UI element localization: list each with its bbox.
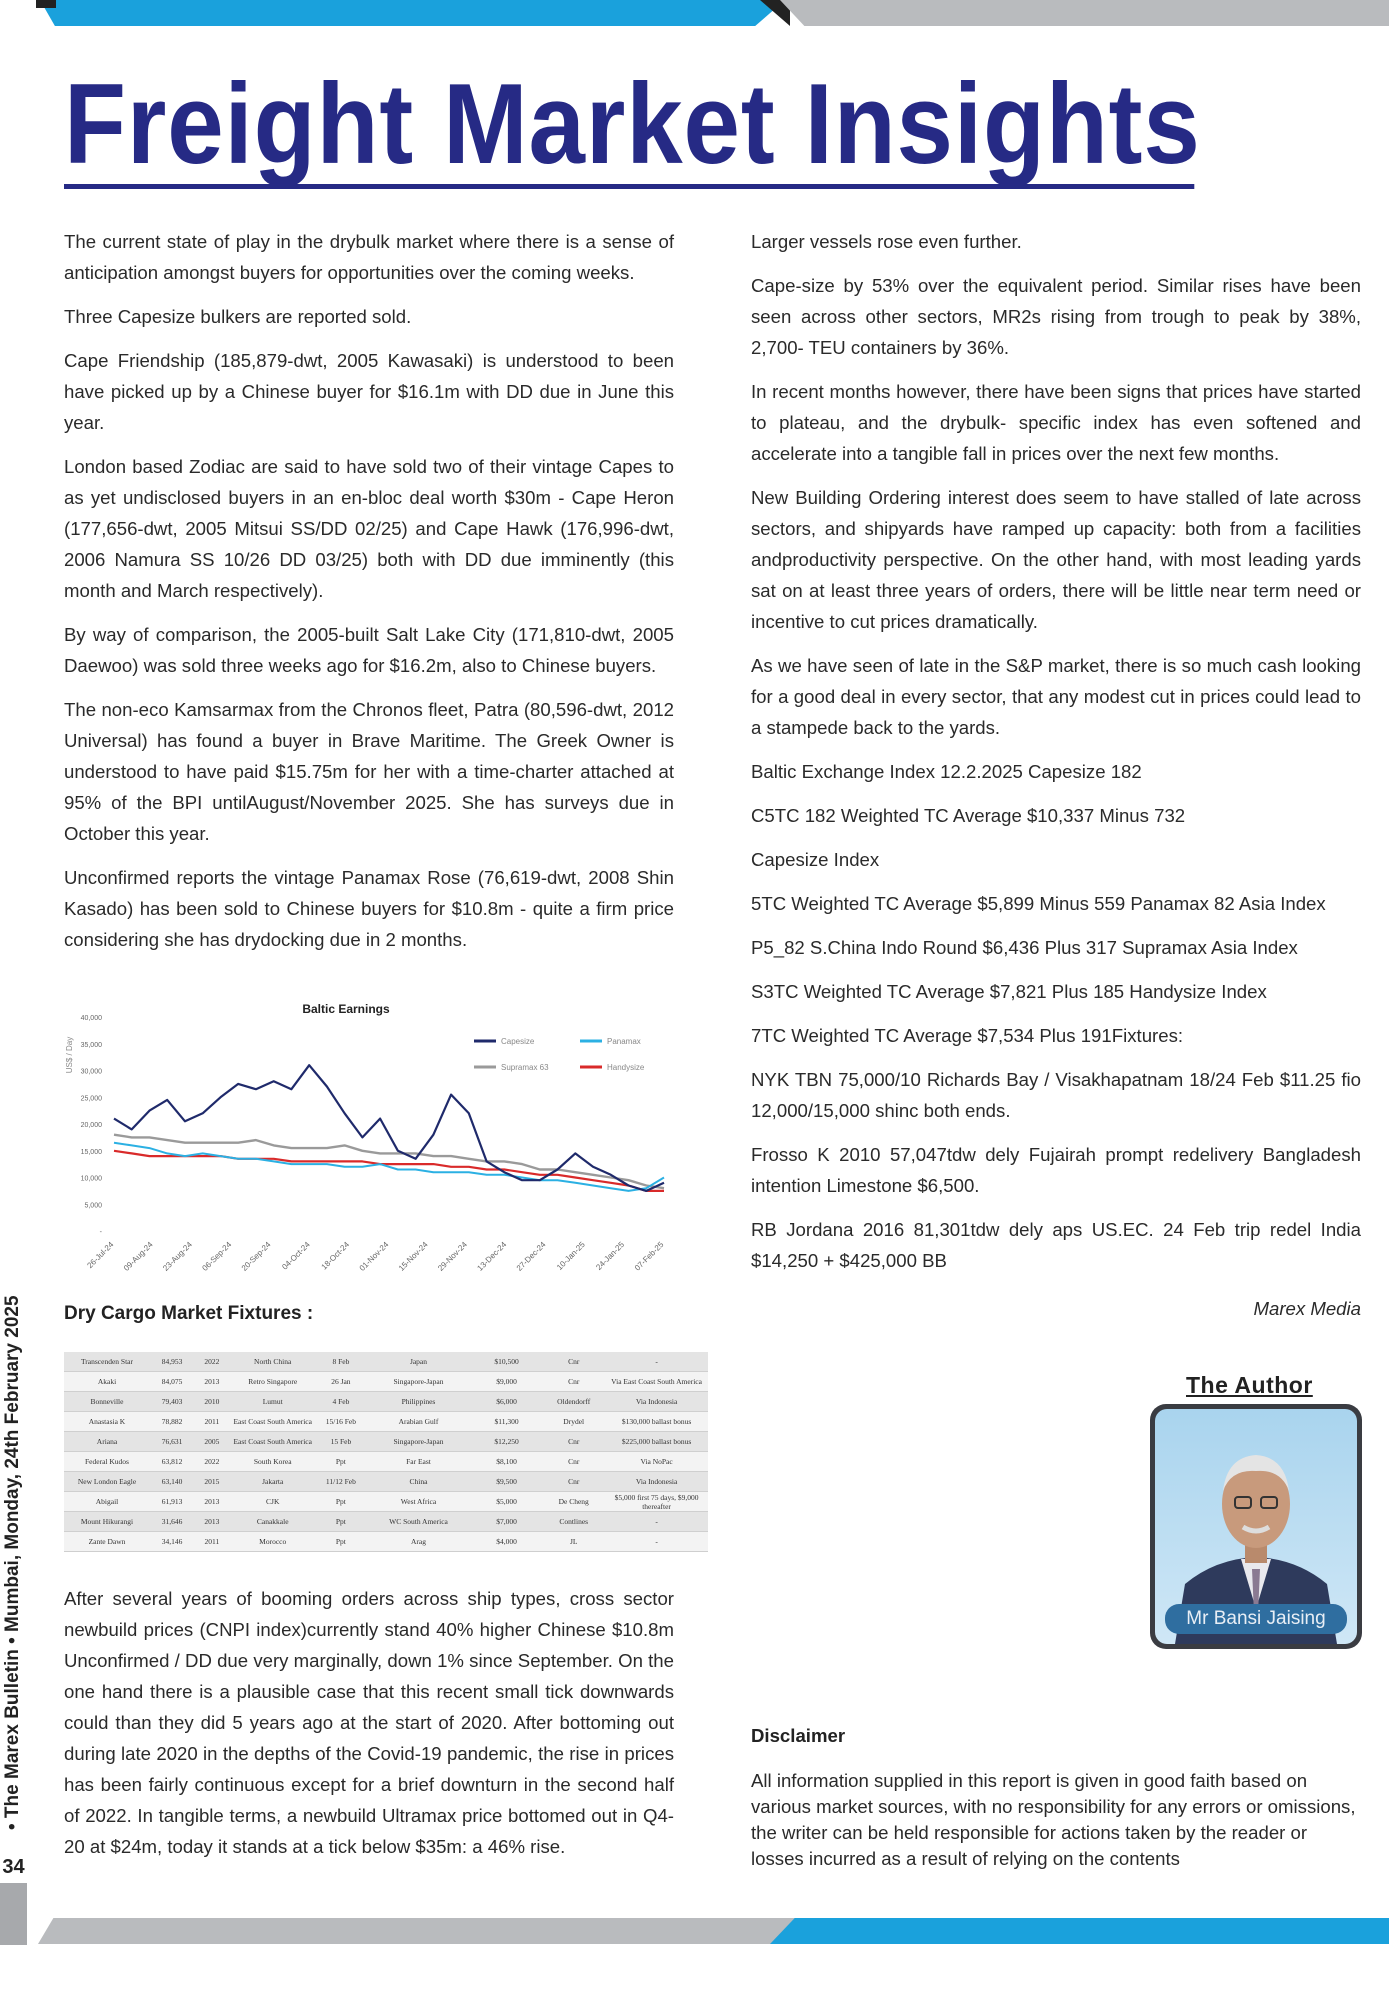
table-cell: Far East bbox=[366, 1452, 471, 1472]
table-row bbox=[64, 1452, 708, 1472]
chart-series-line-panamax bbox=[114, 1143, 664, 1191]
page-title: Freight Market Insights bbox=[64, 61, 1201, 188]
table-cell: $9,500 bbox=[471, 1472, 542, 1492]
paragraph: Unconfirmed reports the vintage Panamax Rose (76,619-dwt, 2008 Shin Kasado) has been sold to Chinese buyers for $10.8m - quite a firm price considering she has drydocking due in 2 months. bbox=[64, 867, 674, 950]
table-row bbox=[64, 1432, 708, 1452]
chart-series-line-supramax-63 bbox=[114, 1135, 664, 1189]
paragraph: In recent months however, there have been signs that prices have started to plateau, and the drybulk- specific index has even softened and accelerate into a tangible fall in prices over the next few months. bbox=[751, 381, 1361, 464]
table-cell: Morocco bbox=[230, 1532, 316, 1552]
sidebar-publication-line: • The Marex Bulletin • Mumbai, Monday, 24th February 2025 bbox=[2, 1295, 23, 1830]
chart-y-tick-label: 25,000 bbox=[80, 1095, 102, 1103]
table-cell: 78,882 bbox=[150, 1412, 194, 1432]
table-cell: WC South America bbox=[366, 1512, 471, 1532]
table-row bbox=[64, 1532, 708, 1552]
table-cell: 84,953 bbox=[150, 1352, 194, 1372]
table-cell: Arabian Gulf bbox=[366, 1412, 471, 1432]
chart-title: Baltic Earnings bbox=[302, 1002, 390, 1016]
table-cell: Federal Kudos bbox=[64, 1452, 150, 1472]
top-decor-bar-grey bbox=[780, 0, 1389, 26]
table-cell: $4,000 bbox=[471, 1532, 542, 1552]
paragraph: Capesize Index bbox=[751, 849, 880, 870]
chart-y-tick-label: 20,000 bbox=[80, 1122, 102, 1129]
baltic-earnings-chart bbox=[64, 995, 684, 1295]
table-cell: Via East Coast South America bbox=[605, 1372, 708, 1392]
bottom-decor-bar-blue bbox=[770, 1918, 1389, 1944]
chart-y-tick-label: 10,000 bbox=[80, 1175, 102, 1183]
chart-y-tick-label: 5,000 bbox=[84, 1202, 102, 1210]
table-cell: Singapore-Japan bbox=[366, 1432, 471, 1452]
paragraph: London based Zodiac are said to have sold two of their vintage Capes to as yet undisclosed buyers in an en-bloc deal worth $30m - Cape Heron (177,656-dwt, 2005 Mitsui SS/DD 02/25) and Cape Hawk (176,996-dwt, 2006 Namura SS 10/26 DD 03/25) both with DD due imminently (this month and March respectively). bbox=[64, 456, 674, 601]
table-cell: Via Indonesia bbox=[605, 1392, 708, 1412]
table-cell: Anastasia K bbox=[64, 1412, 150, 1432]
chart-x-tick-label: 01-Nov-24 bbox=[357, 1240, 391, 1273]
table-cell: Arag bbox=[366, 1532, 471, 1552]
signature: Marex Media bbox=[1253, 1298, 1361, 1319]
page-number: 34 bbox=[0, 1853, 27, 1881]
table-cell: Singapore-Japan bbox=[366, 1372, 471, 1392]
paragraph: 7TC Weighted TC Average $7,534 Plus 191Fixtures: bbox=[751, 1025, 1184, 1046]
chart-x-tick-label: 20-Sep-24 bbox=[239, 1240, 273, 1273]
paragraph: Frosso K 2010 57,047tdw dely Fujairah prompt redelivery Bangladesh intention Limestone $6,500. bbox=[751, 1144, 1361, 1196]
table-cell: $6,000 bbox=[471, 1392, 542, 1412]
table-cell: 2022 bbox=[194, 1352, 230, 1372]
fixtures-table bbox=[64, 1352, 708, 1552]
paragraph: As we have seen of late in the S&P market, there is so much cash looking for a good deal in every sector, that any modest cut in prices could lead to a stampede back to the yards. bbox=[751, 655, 1361, 738]
table-cell: 84,075 bbox=[150, 1372, 194, 1392]
table-cell: 2013 bbox=[194, 1512, 230, 1532]
table-cell: Bonneville bbox=[64, 1392, 150, 1412]
chart-svg bbox=[64, 995, 684, 1295]
table-cell: - bbox=[605, 1352, 708, 1372]
table-cell: Drydel bbox=[542, 1412, 605, 1432]
table-cell: New London Eagle bbox=[64, 1472, 150, 1492]
chart-y-tick-label: 40,000 bbox=[80, 1015, 102, 1022]
chart-legend-label: Capesize bbox=[501, 1037, 535, 1046]
table-cell: Ppt bbox=[316, 1452, 366, 1472]
table-cell: $130,000 ballast bonus bbox=[605, 1412, 708, 1432]
table-row bbox=[64, 1472, 708, 1492]
table-cell: Oldendorff bbox=[542, 1392, 605, 1412]
table-cell: Philippines bbox=[366, 1392, 471, 1412]
table-cell: Canakkale bbox=[230, 1512, 316, 1532]
paragraph: Three Capesize bulkers are reported sold. bbox=[64, 306, 412, 327]
author-photo bbox=[1155, 1409, 1357, 1644]
table-cell: - bbox=[605, 1512, 708, 1532]
top-decor-bar-blue bbox=[40, 0, 785, 26]
disclaimer-title: Disclaimer bbox=[751, 1725, 846, 1746]
table-row bbox=[64, 1372, 708, 1392]
table-cell: $7,000 bbox=[471, 1512, 542, 1532]
left-column-lower bbox=[64, 1583, 674, 1875]
table-cell: 2011 bbox=[194, 1532, 230, 1552]
table-cell: 79,403 bbox=[150, 1392, 194, 1412]
paragraph: Baltic Exchange Index 12.2.2025 Capesize 182 bbox=[751, 761, 1142, 782]
paragraph: By way of comparison, the 2005-built Salt Lake City (171,810-dwt, 2005 Daewoo) was sold three weeks ago for $16.2m, also to Chinese buyers. bbox=[64, 624, 674, 676]
table-cell: Ppt bbox=[316, 1492, 366, 1512]
sidebar-grey-strip bbox=[0, 1883, 27, 1945]
paragraph: 5TC Weighted TC Average $5,899 Minus 559 Panamax 82 Asia Index bbox=[751, 893, 1326, 914]
author-name: Mr Bansi Jaising bbox=[1165, 1604, 1347, 1634]
table-cell: Zante Dawn bbox=[64, 1532, 150, 1552]
table-cell: - bbox=[605, 1532, 708, 1552]
table-cell: CJK bbox=[230, 1492, 316, 1512]
chart-x-tick-label: 29-Nov-24 bbox=[436, 1240, 469, 1273]
chart-x-tick-label: 07-Feb-25 bbox=[632, 1240, 666, 1273]
paragraph: The non-eco Kamsarmax from the Chronos fleet, Patra (80,596-dwt, 2012 Universal) has found a buyer in Brave Maritime. The Greek Owner is understood to have paid $15.75m for her with a time-charter attached at 95% of the BPI untilAugust/November 2025. She has surveys due in October this year. bbox=[64, 699, 674, 844]
paragraph: Cape-size by 53% over the equivalent period. Similar rises have been seen across other sectors, MR2s rising from trough to peak by 38%, 2,700- TEU containers by 36%. bbox=[751, 275, 1361, 358]
table-cell: 15 Feb bbox=[316, 1432, 366, 1452]
table-cell: Cnr bbox=[542, 1452, 605, 1472]
chart-x-tick-label: 24-Jan-25 bbox=[594, 1240, 627, 1272]
table-cell: 2013 bbox=[194, 1492, 230, 1512]
top-decor-corner bbox=[36, 0, 56, 8]
chart-legend-label: Handysize bbox=[607, 1063, 645, 1072]
chart-x-tick-label: 15-Nov-24 bbox=[396, 1240, 430, 1273]
paragraph: New Building Ordering interest does seem to have stalled of late across sectors, and shipyards have ramped up capacity: both from a facilities andproductivity perspective. On the other hand, with most leading yards sat on at least three years of orders, there will be little near term need or incentive to cut prices dramatically. bbox=[751, 487, 1361, 632]
table-row bbox=[64, 1492, 708, 1512]
chart-x-tick-label: 10-Jan-25 bbox=[555, 1240, 587, 1272]
table-cell: $8,100 bbox=[471, 1452, 542, 1472]
table-cell: 61,913 bbox=[150, 1492, 194, 1512]
table-cell: Transcenden Star bbox=[64, 1352, 150, 1372]
chart-x-tick-label: 18-Oct-24 bbox=[319, 1240, 352, 1272]
table-cell: Via Indonesia bbox=[605, 1472, 708, 1492]
table-cell: 15/16 Feb bbox=[316, 1412, 366, 1432]
chart-x-tick-label: 04-Oct-24 bbox=[280, 1240, 312, 1272]
table-cell: East Coast South America bbox=[230, 1412, 316, 1432]
chart-y-tick-label: 35,000 bbox=[80, 1041, 102, 1049]
paragraph: P5_82 S.China Indo Round $6,436 Plus 317 Supramax Asia Index bbox=[751, 937, 1298, 958]
table-cell: $11,300 bbox=[471, 1412, 542, 1432]
table-cell: 2015 bbox=[194, 1472, 230, 1492]
table-cell: Japan bbox=[366, 1352, 471, 1372]
table-row bbox=[64, 1512, 708, 1532]
table-cell: Mount Hikurangi bbox=[64, 1512, 150, 1532]
table-cell: Cnr bbox=[542, 1432, 605, 1452]
chart-x-tick-label: 06-Sep-24 bbox=[200, 1240, 234, 1273]
table-cell: Contlines bbox=[542, 1512, 605, 1532]
table-cell: 63,812 bbox=[150, 1452, 194, 1472]
chart-x-tick-label: 09-Aug-24 bbox=[121, 1240, 155, 1273]
author-label: The Author bbox=[1186, 1372, 1313, 1398]
chart-y-tick-label: - bbox=[99, 1229, 102, 1236]
table-cell: Abigail bbox=[64, 1492, 150, 1512]
chart-legend-label: Panamax bbox=[607, 1037, 641, 1046]
table-cell: Via NoPac bbox=[605, 1452, 708, 1472]
paragraph: S3TC Weighted TC Average $7,821 Plus 185 Handysize Index bbox=[751, 981, 1267, 1002]
disclaimer-text: All information supplied in this report is given in good faith based on various market sources, with no responsibility for any errors or omissions, the writer can be held responsible for actions taken by the reader or losses incurred as a result of relying on the contents bbox=[751, 1770, 1356, 1869]
table-cell: JL bbox=[542, 1532, 605, 1552]
paragraph: C5TC 182 Weighted TC Average $10,337 Minus 732 bbox=[751, 805, 1186, 826]
table-cell: $9,000 bbox=[471, 1372, 542, 1392]
chart-x-tick-label: 26-Jul-24 bbox=[85, 1240, 116, 1271]
paragraph: NYK TBN 75,000/10 Richards Bay / Visakhapatnam 18/24 Feb $11.25 fio 12,000/15,000 shinc both ends. bbox=[751, 1069, 1361, 1121]
table-row bbox=[64, 1392, 708, 1412]
author-card bbox=[1150, 1404, 1362, 1649]
table-cell: $225,000 ballast bonus bbox=[605, 1432, 708, 1452]
table-cell: 2022 bbox=[194, 1452, 230, 1472]
table-cell: South Korea bbox=[230, 1452, 316, 1472]
table-cell: De Cheng bbox=[542, 1492, 605, 1512]
table-cell: Akaki bbox=[64, 1372, 150, 1392]
table-cell: East Coast South America bbox=[230, 1432, 316, 1452]
table-cell: 2010 bbox=[194, 1392, 230, 1412]
chart-legend-label: Supramax 63 bbox=[501, 1063, 549, 1072]
table-cell: $10,500 bbox=[471, 1352, 542, 1372]
table-cell: Retro Singapore bbox=[230, 1372, 316, 1392]
paragraph: The current state of play in the drybulk market where there is a sense of anticipation amongst buyers for opportunities over the coming weeks. bbox=[64, 231, 674, 283]
chart-y-tick-label: 15,000 bbox=[80, 1148, 102, 1156]
table-cell: 63,140 bbox=[150, 1472, 194, 1492]
table-cell: Jakarta bbox=[230, 1472, 316, 1492]
paragraph: Larger vessels rose even further. bbox=[751, 231, 1022, 252]
table-row bbox=[64, 1352, 708, 1372]
paragraph: RB Jordana 2016 81,301tdw dely aps US.EC. 24 Feb trip redel India $14,250 + $425,000 BB bbox=[751, 1219, 1361, 1271]
table-cell: 8 Feb bbox=[316, 1352, 366, 1372]
table-row bbox=[64, 1412, 708, 1432]
table-cell: 26 Jan bbox=[316, 1372, 366, 1392]
table-cell: 2011 bbox=[194, 1412, 230, 1432]
left-column bbox=[64, 226, 674, 968]
table-cell: China bbox=[366, 1472, 471, 1492]
table-cell: Ppt bbox=[316, 1512, 366, 1532]
table-cell: Ariana bbox=[64, 1432, 150, 1452]
fixtures-title: Dry Cargo Market Fixtures : bbox=[64, 1303, 314, 1324]
chart-x-tick-label: 23-Aug-24 bbox=[161, 1240, 194, 1273]
table-cell: $5,000 first 75 days, $9,000 thereafter bbox=[605, 1492, 708, 1512]
table-cell: Cnr bbox=[542, 1352, 605, 1372]
table-cell: Cnr bbox=[542, 1372, 605, 1392]
table-cell: Ppt bbox=[316, 1532, 366, 1552]
paragraph: Cape Friendship (185,879-dwt, 2005 Kawasaki) is understood to been have picked up by a Chinese buyer for $16.1m with DD due in June this year. bbox=[64, 350, 674, 433]
table-cell: 34,146 bbox=[150, 1532, 194, 1552]
chart-y-tick-label: 30,000 bbox=[80, 1068, 102, 1076]
table-cell: $12,250 bbox=[471, 1432, 542, 1452]
right-column bbox=[751, 226, 1361, 1289]
chart-x-tick-label: 27-Dec-24 bbox=[514, 1240, 548, 1273]
table-cell: North China bbox=[230, 1352, 316, 1372]
table-cell: 31,646 bbox=[150, 1512, 194, 1532]
table-cell: Cnr bbox=[542, 1472, 605, 1492]
paragraph: After several years of booming orders across ship types, cross sector newbuild prices (CNPI index)currently stand 40% higher Chinese $10.8m Unconfirmed / DD due very marginally, down 1% since September. On the one hand there is a plausible case that this recent small tick downwards could than they did 5 years ago at the start of 2020. After bottoming out during late 2020 in the depths of the Covid-19 pandemic, the rise in prices has been fairly continuous except for a brief downturn in the second half of 2022. In tangible terms, a newbuild Ultramax price bottomed out in Q4-20 at $24m, today it stands at a tick below $35m: a 46% rise. bbox=[64, 1588, 674, 1857]
table-cell: $5,000 bbox=[471, 1492, 542, 1512]
table-cell: 2005 bbox=[194, 1432, 230, 1452]
chart-y-axis-label: US$ / Day bbox=[65, 1036, 74, 1074]
table-cell: 2013 bbox=[194, 1372, 230, 1392]
table-cell: West Africa bbox=[366, 1492, 471, 1512]
table-cell: 4 Feb bbox=[316, 1392, 366, 1412]
chart-x-tick-label: 13-Dec-24 bbox=[475, 1240, 509, 1273]
table-cell: Lumut bbox=[230, 1392, 316, 1412]
table-cell: 11/12 Feb bbox=[316, 1472, 366, 1492]
bottom-decor-bar-grey bbox=[38, 1918, 808, 1944]
table-cell: 76,631 bbox=[150, 1432, 194, 1452]
